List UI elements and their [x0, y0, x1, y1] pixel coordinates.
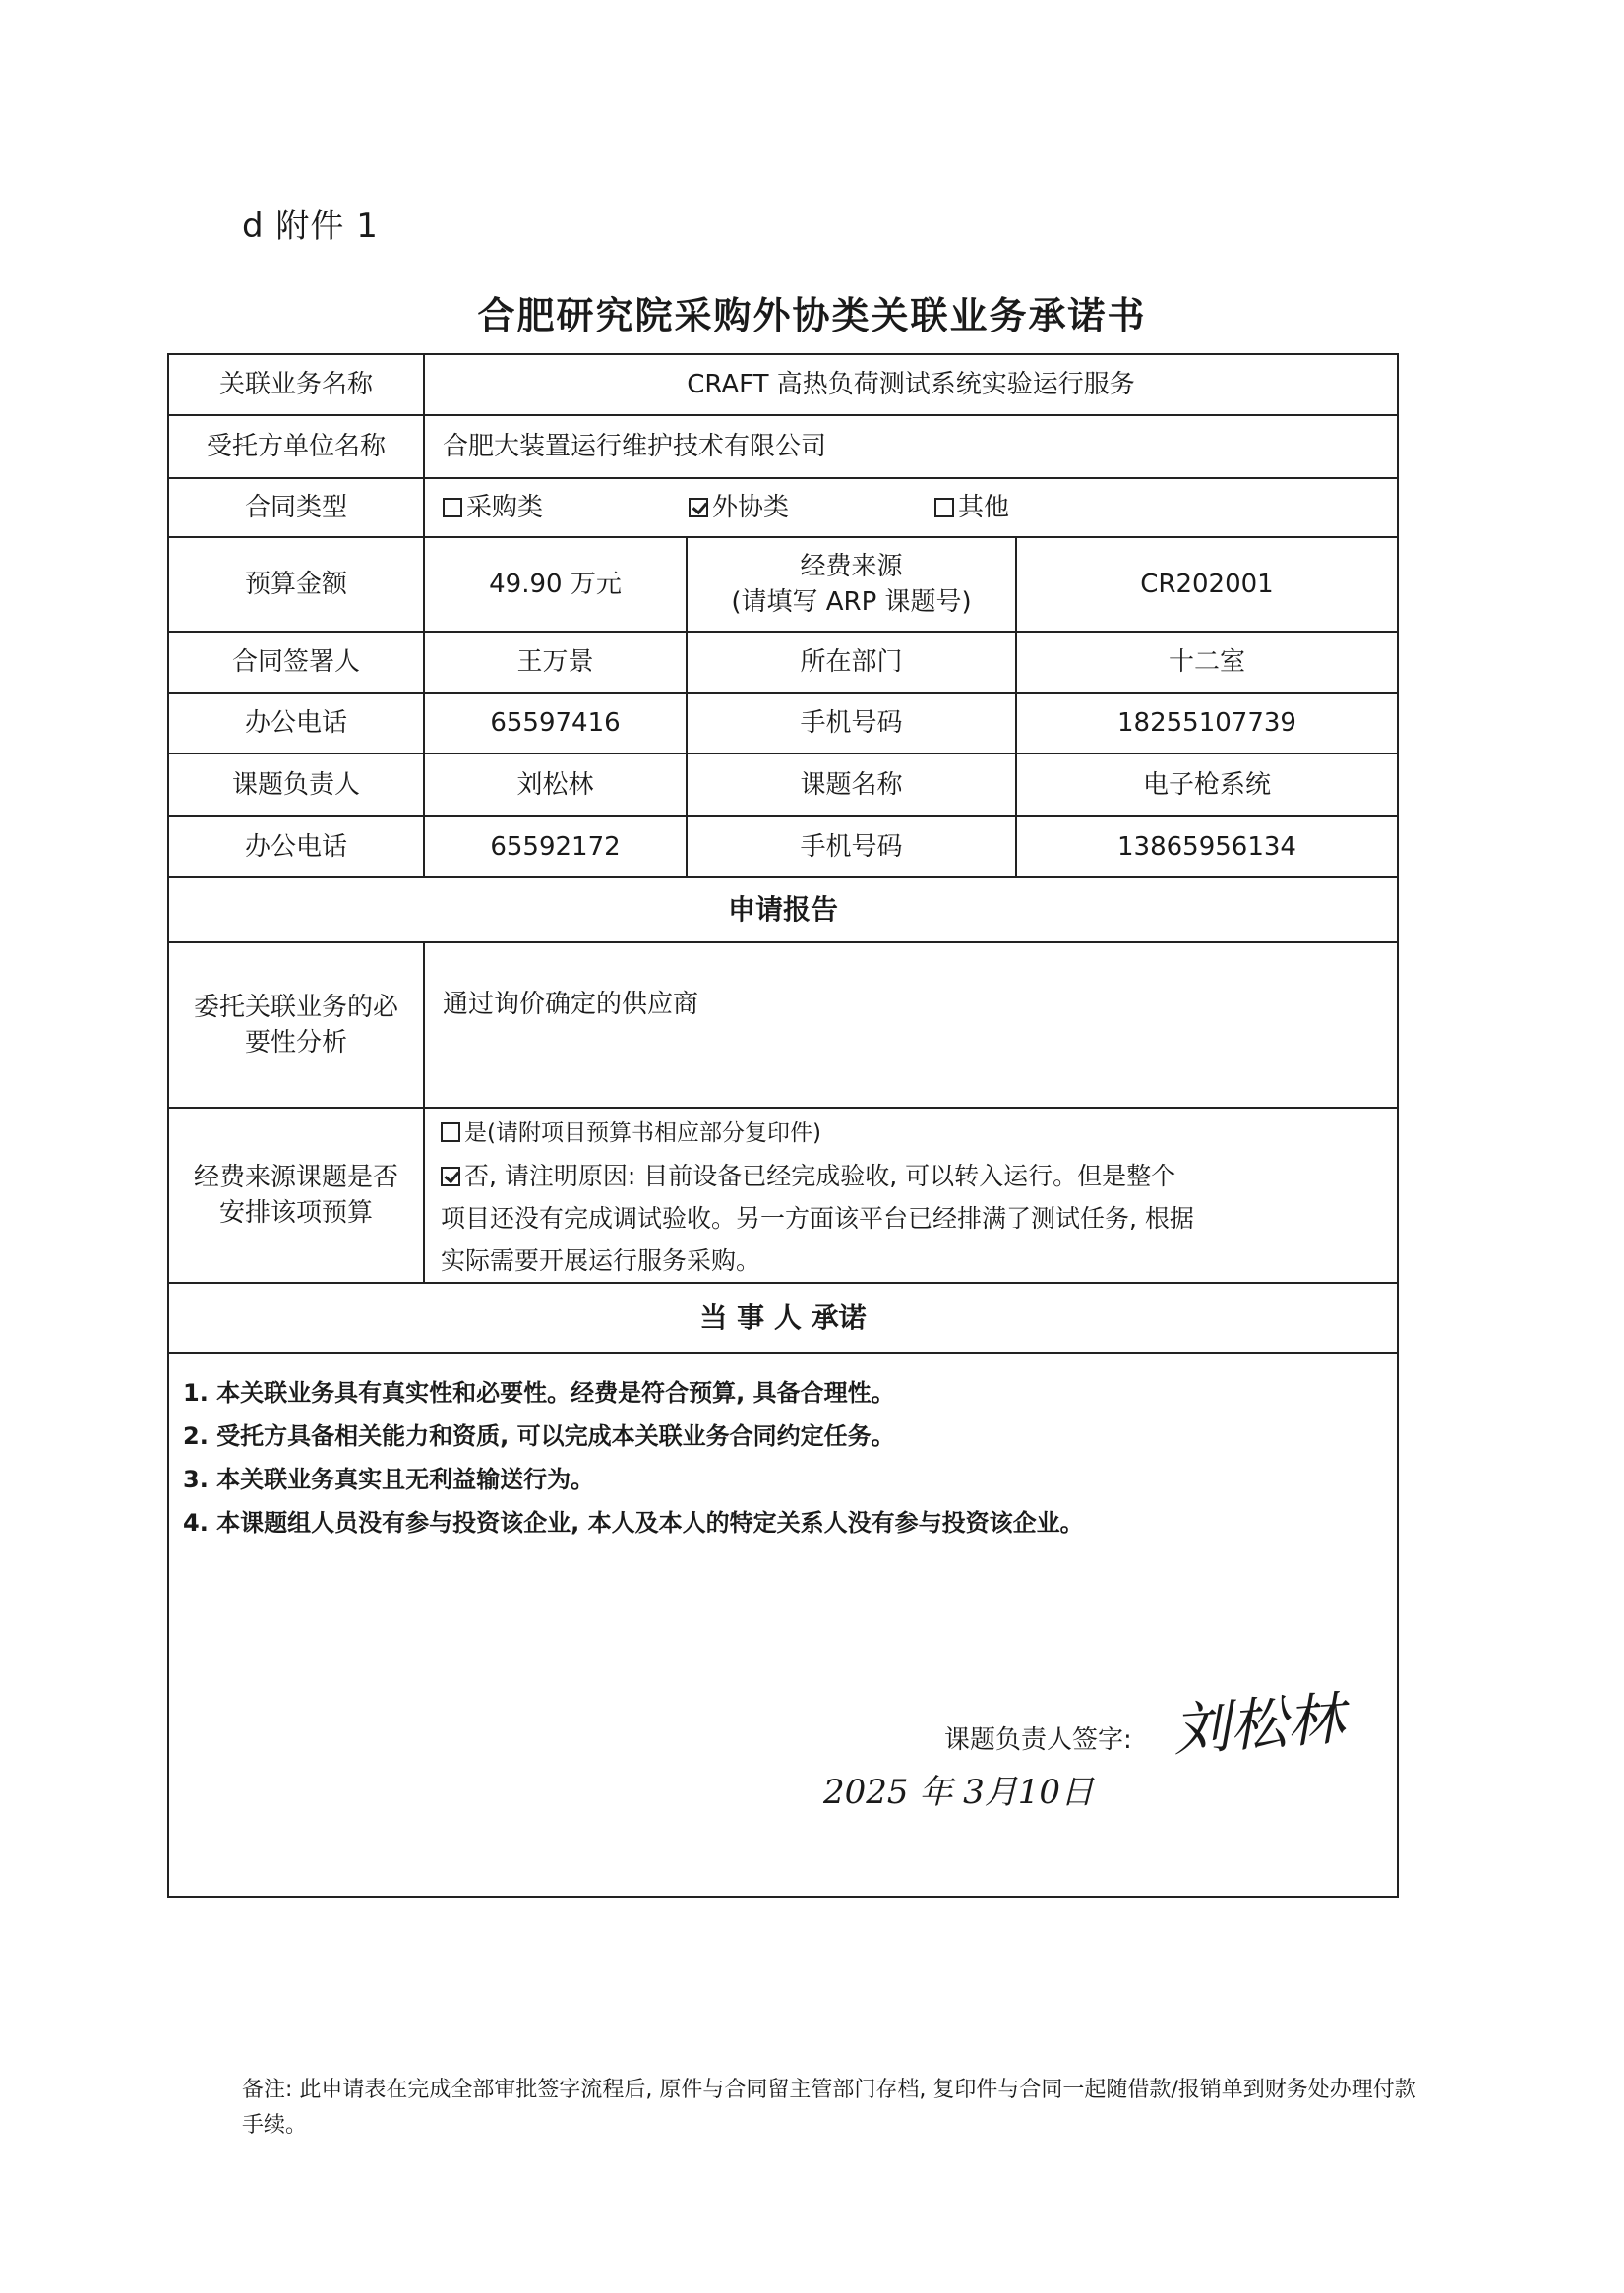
- option-outsourcing-label: 外协类: [712, 492, 790, 522]
- handwritten-date: 2025 年 3月10日: [823, 1773, 1095, 1812]
- option-other-label: 其他: [958, 492, 1010, 522]
- row-contract-type: [169, 479, 1397, 538]
- entrusted-unit-value: 合肥大装置运行维护技术有限公司: [423, 416, 1397, 477]
- business-name-value: CRAFT 高热负荷测试系统实验运行服务: [423, 355, 1397, 414]
- row-signer-phone: [169, 694, 1397, 754]
- checkbox-other[interactable]: [934, 498, 954, 517]
- commitment-heading: 当 事 人 承诺: [699, 1300, 867, 1334]
- department-value: 十二室: [1015, 633, 1397, 692]
- row-budget-arranged: [169, 1109, 1397, 1284]
- necessity-value: 通过询价确定的供应商: [423, 943, 1397, 1107]
- project-leader-value: 刘松林: [423, 754, 686, 815]
- commitment-list: [183, 1371, 1387, 1544]
- office-phone-label: 办公电话: [244, 707, 347, 738]
- project-name-value: 电子枪系统: [1015, 754, 1397, 815]
- option-procurement[interactable]: [443, 490, 689, 525]
- page-title: 合肥研究院采购外协类关联业务承诺书: [477, 294, 1147, 337]
- row-project-leader: [169, 754, 1397, 817]
- contract-type-label: 合同类型: [244, 492, 347, 522]
- mobile-label: 手机号码: [686, 694, 1015, 753]
- row-budget: [169, 538, 1397, 633]
- budget-arranged-label-line2: 安排该项预算: [218, 1198, 373, 1228]
- entrusted-unit-label: 受托方单位名称: [206, 431, 386, 461]
- application-report-heading: 申请报告: [727, 893, 838, 927]
- project-leader-label: 课题负责人: [231, 769, 360, 800]
- signature-label: 课题负责人签字:: [944, 1725, 1132, 1755]
- necessity-label: [169, 943, 423, 1107]
- leader-office-phone-value: 65592172: [423, 817, 686, 876]
- budget-arranged-label-line1: 经费来源课题是否: [193, 1162, 398, 1192]
- option-yes: [441, 1113, 1387, 1155]
- signer-label: 合同签署人: [231, 646, 360, 677]
- row-business-name: [169, 355, 1397, 416]
- commitment-item: 1. 本关联业务具有真实性和必要性。经费是符合预算, 具备合理性。: [183, 1379, 895, 1407]
- leader-mobile-value: 13865956134: [1015, 817, 1397, 876]
- row-necessity: [169, 943, 1397, 1109]
- checkbox-yes[interactable]: [441, 1122, 460, 1142]
- business-name-label: 关联业务名称: [218, 369, 373, 399]
- option-yes-text: 是(请附项目预算书相应部分复印件): [464, 1120, 821, 1146]
- commitment-item: 4. 本课题组人员没有参与投资该企业, 本人及本人的特定关系人没有参与投资该企业。: [183, 1509, 1084, 1537]
- budget-label: 预算金额: [244, 569, 347, 599]
- row-signer: [169, 633, 1397, 694]
- option-outsourcing[interactable]: [689, 490, 934, 525]
- option-procurement-label: 采购类: [466, 492, 544, 522]
- leader-office-phone-label: 办公电话: [244, 831, 347, 862]
- row-leader-phone: [169, 817, 1397, 878]
- budget-value: 49.90 万元: [423, 538, 686, 631]
- option-no-line2: 项目还没有完成调试验收。另一方面该平台已经排满了测试任务, 根据: [441, 1204, 1194, 1233]
- option-no-line3: 实际需要开展运行服务采购。: [441, 1246, 761, 1275]
- funding-source-label: [686, 538, 1015, 631]
- budget-arranged-label: [169, 1109, 423, 1282]
- commitment-section: [169, 1354, 1397, 1896]
- budget-arranged-value: [423, 1109, 1397, 1282]
- handwritten-signature: 刘松林: [1171, 1685, 1347, 1764]
- checkbox-procurement[interactable]: [443, 498, 462, 517]
- row-commitment-header: [169, 1284, 1397, 1354]
- checkbox-outsourcing[interactable]: [689, 498, 708, 517]
- commitment-form: [167, 353, 1399, 1898]
- mobile-value: 18255107739: [1015, 694, 1397, 753]
- signer-value: 王万景: [423, 633, 686, 692]
- necessity-label-line1: 委托关联业务的必: [193, 992, 398, 1022]
- checkbox-no[interactable]: [441, 1167, 460, 1186]
- commitment-item: 2. 受托方具备相关能力和资质, 可以完成本关联业务合同约定任务。: [183, 1422, 895, 1450]
- commitment-item: 3. 本关联业务真实且无利益输送行为。: [183, 1466, 595, 1493]
- department-label: 所在部门: [686, 633, 1015, 692]
- option-other[interactable]: [934, 490, 1131, 525]
- option-no: [441, 1155, 1387, 1197]
- option-no-line1: 否, 请注明原因: 目前设备已经完成验收, 可以转入运行。但是整个: [464, 1162, 1176, 1190]
- funding-source-label-line2: (请填写 ARP 课题号): [731, 587, 972, 617]
- funding-source-label-line1: 经费来源: [800, 551, 903, 581]
- footnote: 备注: 此申请表在完成全部审批签字流程后, 原件与合同留主管部门存档, 复印件与合同一起随借款/报销单到财务处办理付款手续。: [242, 2078, 1416, 2138]
- necessity-label-line2: 要性分析: [244, 1028, 347, 1057]
- contract-type-options: [423, 479, 1397, 536]
- project-name-label: 课题名称: [686, 754, 1015, 815]
- funding-source-value: CR202001: [1015, 538, 1397, 631]
- leader-mobile-label: 手机号码: [686, 817, 1015, 876]
- row-entrusted-unit: [169, 416, 1397, 479]
- attachment-label: d 附件 1: [242, 207, 379, 246]
- office-phone-value: 65597416: [423, 694, 686, 753]
- row-application-header: [169, 878, 1397, 943]
